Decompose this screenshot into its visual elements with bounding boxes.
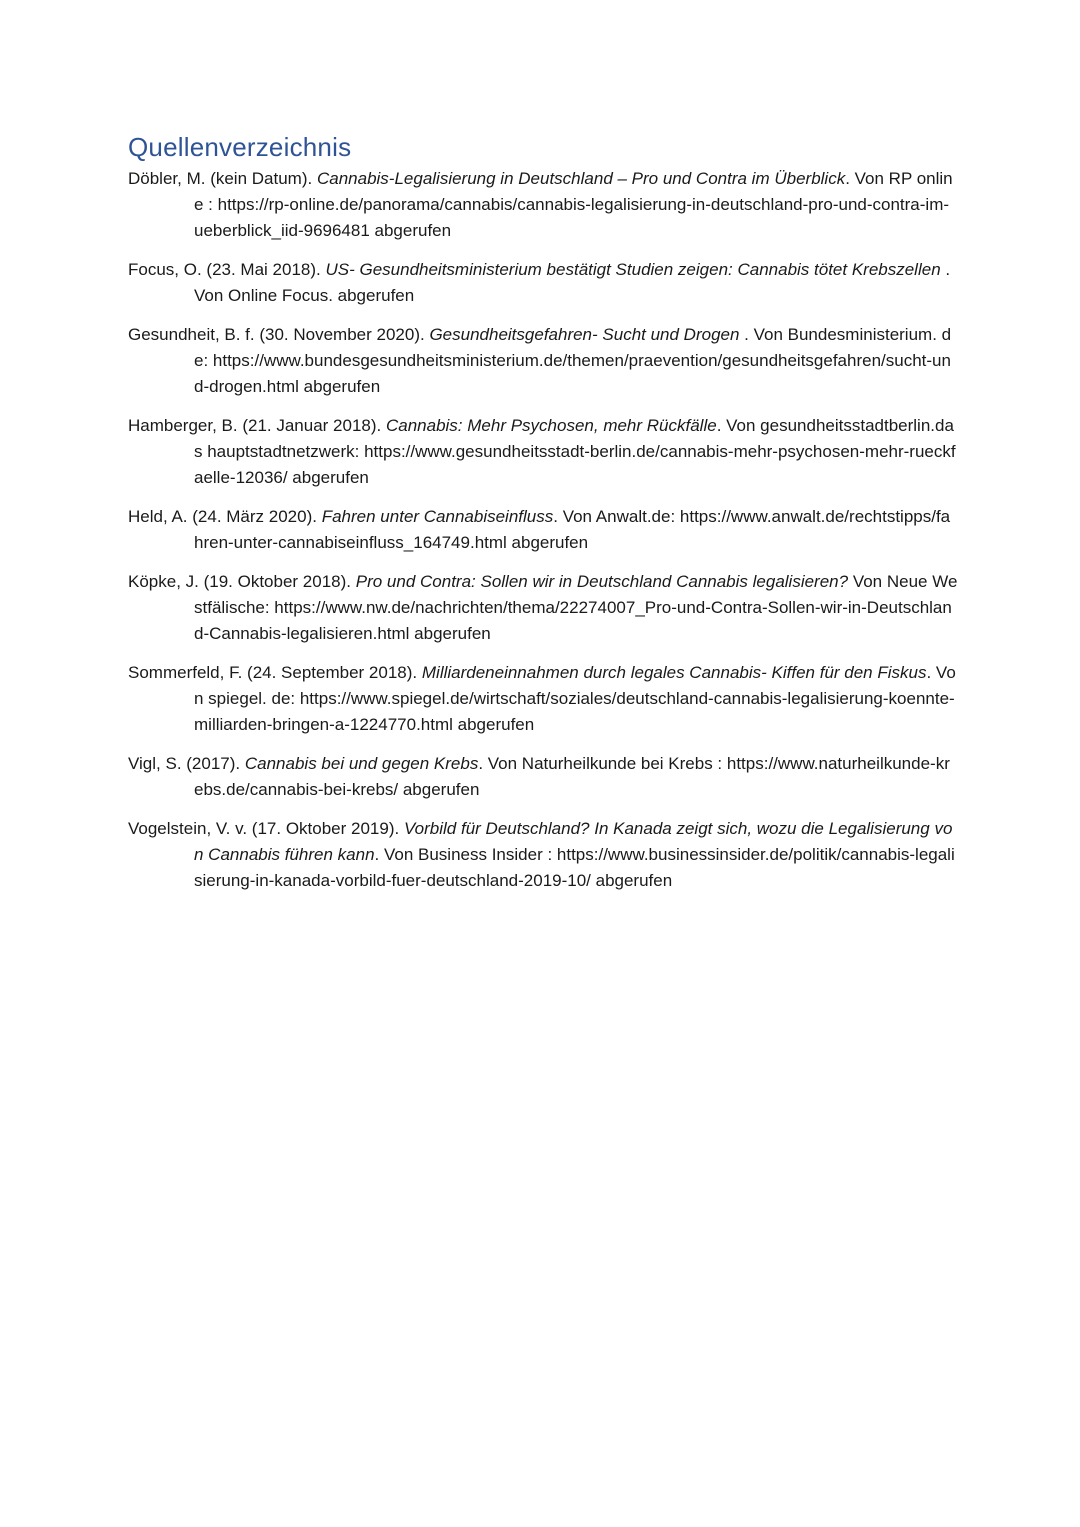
- reference-title: Cannabis-Legalisierung in Deutschland – Pro und Contra im Überblick: [316, 169, 846, 188]
- reference-item: [128, 660, 958, 738]
- reference-author: Döbler, M. (kein Datum).: [128, 169, 313, 188]
- reference-item: [128, 413, 958, 491]
- reference-author: Köpke, J. (19. Oktober 2018).: [128, 572, 352, 591]
- reference-source: . Von Bundesministerium. de: https://www.bundesgesundheitsministerium.de/themen/praevention/gesundheitsgefahren/sucht-und-drogen.html abgerufen: [194, 325, 952, 396]
- reference-title: US- Gesundheitsministerium bestätigt Studien zeigen: Cannabis tötet Krebszellen: [325, 260, 941, 279]
- reference-title: Milliardeneinnahmen durch legales Cannabis- Kiffen für den Fiskus: [421, 663, 927, 682]
- reference-title: Pro und Contra: Sollen wir in Deutschland Cannabis legalisieren?: [355, 572, 849, 591]
- reference-item: [128, 257, 958, 309]
- reference-author: Vogelstein, V. v. (17. Oktober 2019).: [128, 819, 400, 838]
- reference-item: [128, 504, 958, 556]
- reference-author: Sommerfeld, F. (24. September 2018).: [128, 663, 418, 682]
- reference-source: . Von gesundheitsstadtberlin.das hauptstadtnetzwerk: https://www.gesundheitsstadt-berlin.de/cannabis-mehr-psychosen-mehr-rueckfaelle-12036/ abgerufen: [194, 416, 956, 487]
- reference-list: [128, 166, 958, 907]
- reference-title: Vorbild für Deutschland? In Kanada zeigt sich, wozu die Legalisierung von Cannabis führen kann: [194, 819, 953, 864]
- reference-title: Gesundheitsgefahren- Sucht und Drogen: [429, 325, 740, 344]
- reference-author: Vigl, S. (2017).: [128, 754, 241, 773]
- reference-source: . Von Naturheilkunde bei Krebs : https://www.naturheilkunde-krebs.de/cannabis-bei-krebs/ abgerufen: [194, 754, 950, 799]
- page-title: Quellenverzeichnis: [128, 132, 352, 162]
- reference-source: . Von RP online : https://rp-online.de/panorama/cannabis/cannabis-legalisierung-in-deutschland-pro-und-contra-im-ueberblick_iid-9696481 abgerufen: [194, 169, 953, 240]
- reference-title: Fahren unter Cannabiseinfluss: [321, 507, 554, 526]
- reference-source: Von Neue Westfälische: https://www.nw.de/nachrichten/thema/22274007_Pro-und-Contra-Sollen-wir-in-Deutschland-Cannabis-legalisieren.html abgerufen: [194, 572, 958, 643]
- reference-source: . Von Business Insider : https://www.businessinsider.de/politik/cannabis-legalisierung-in-kanada-vorbild-fuer-deutschland-2019-10/ abgerufen: [194, 845, 955, 890]
- reference-item: [128, 166, 958, 244]
- reference-author: Held, A. (24. März 2020).: [128, 507, 317, 526]
- reference-author: Focus, O. (23. Mai 2018).: [128, 260, 321, 279]
- reference-author: Hamberger, B. (21. Januar 2018).: [128, 416, 382, 435]
- reference-item: [128, 751, 958, 803]
- reference-source: . Von spiegel. de: https://www.spiegel.de/wirtschaft/soziales/deutschland-cannabis-legalisierung-koennte-milliarden-bringen-a-1224770.html abgerufen: [194, 663, 956, 734]
- reference-author: Gesundheit, B. f. (30. November 2020).: [128, 325, 425, 344]
- reference-title: Cannabis: Mehr Psychosen, mehr Rückfälle: [385, 416, 717, 435]
- reference-item: [128, 816, 958, 894]
- reference-source: . Von Online Focus. abgerufen: [194, 260, 951, 305]
- reference-title: Cannabis bei und gegen Krebs: [244, 754, 479, 773]
- reference-source: . Von Anwalt.de: https://www.anwalt.de/rechtstipps/fahren-unter-cannabiseinfluss_164749.html abgerufen: [194, 507, 951, 552]
- reference-item: [128, 322, 958, 400]
- reference-item: [128, 569, 958, 647]
